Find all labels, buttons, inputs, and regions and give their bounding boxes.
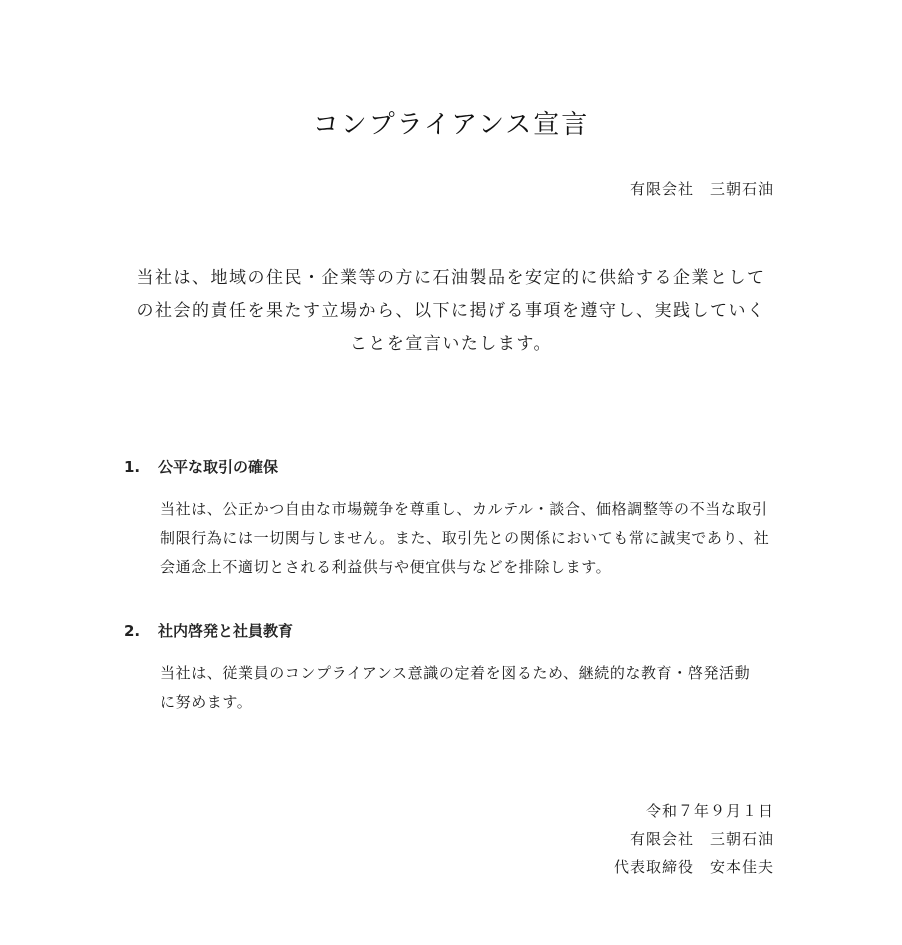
intro-paragraph xyxy=(0,262,902,361)
section-body xyxy=(160,659,784,717)
body-line: 会通念上不適切とされる利益供与や便宜供与などを排除します。 xyxy=(160,558,612,576)
intro-line: 当社は、地域の住民・企業等の方に石油製品を安定的に供給する企業として xyxy=(136,268,766,288)
section-education xyxy=(124,620,784,717)
document-title: コンプライアンス宣言 xyxy=(312,110,590,140)
company-name-header: 有限会社 三朝石油 xyxy=(629,180,774,198)
signature-representative: 代表取締役 安本佳夫 xyxy=(613,858,774,876)
body-line: 当社は、従業員のコンプライアンス意識の定着を図るため、継続的な教育・啓発活動 xyxy=(160,664,751,682)
section-number: 1. xyxy=(124,458,141,476)
section-heading xyxy=(124,456,784,477)
section-number: 2. xyxy=(124,622,141,640)
section-body xyxy=(160,495,784,582)
signature-date: 令和７年９月１日 xyxy=(645,802,774,820)
signature-block xyxy=(614,797,774,881)
intro-line: の社会的責任を果たす立場から、以下に掲げる事項を遵守し、実践していく xyxy=(136,301,766,321)
intro-line: ことを宣言いたします。 xyxy=(349,334,553,354)
section-title: 公平な取引の確保 xyxy=(158,458,279,476)
body-line: に努めます。 xyxy=(160,693,253,711)
signature-company: 有限会社 三朝石油 xyxy=(629,830,774,848)
section-fair-trade xyxy=(124,456,784,582)
body-line: 当社は、公正かつ自由な市場競争を尊重し、カルテル・談合、価格調整等の不当な取引 xyxy=(160,500,768,518)
section-title: 社内啓発と社員教育 xyxy=(158,622,294,640)
section-heading xyxy=(124,620,784,641)
body-line: 制限行為には一切関与しません。また、取引先との関係においても常に誠実であり、社 xyxy=(160,529,770,547)
